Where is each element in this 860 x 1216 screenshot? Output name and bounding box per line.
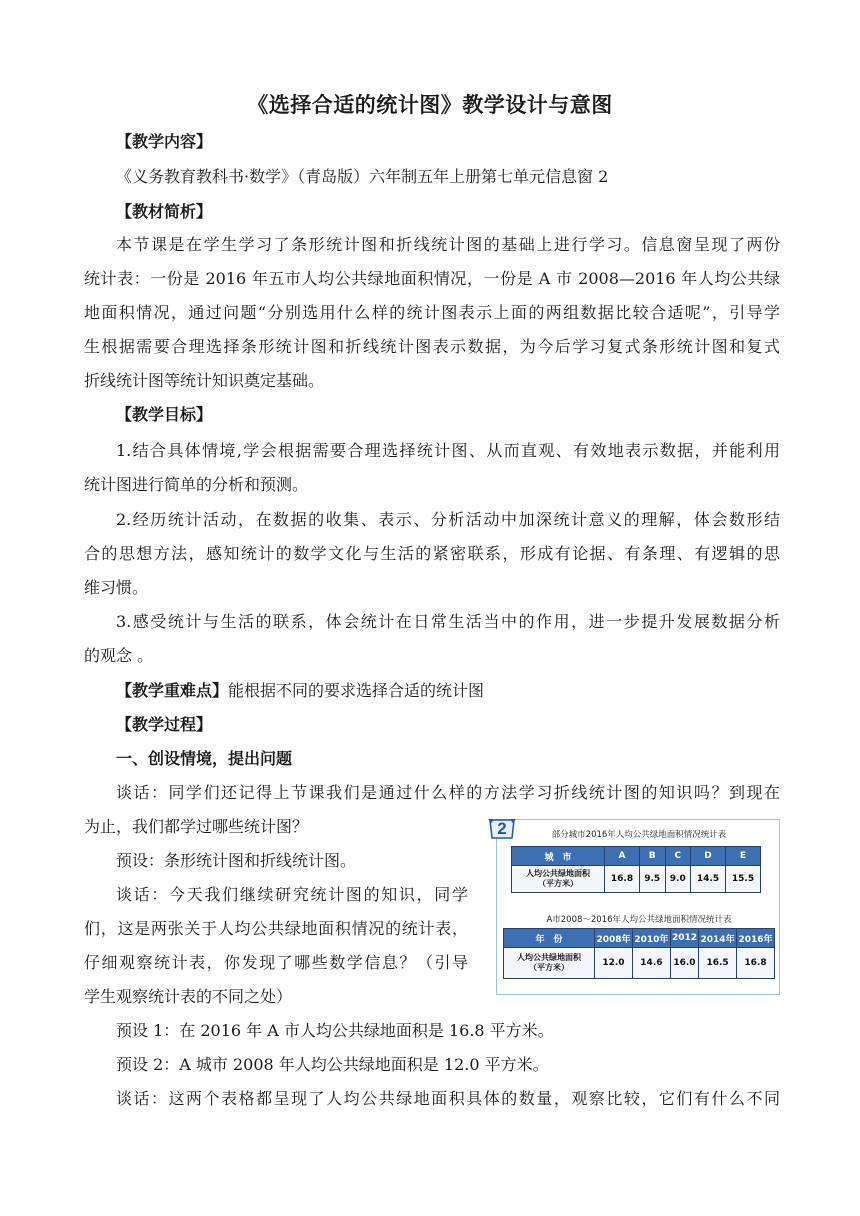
preset-line: 预设 2：A 城市 2008 年人均公共绿地面积是 12.0 平方米。 <box>116 1055 549 1074</box>
table1-value-cell: 15.5 <box>726 866 761 893</box>
table2-row-label-line: （平方米） <box>529 963 569 972</box>
talk-line: 仔细观察统计表，你发现了哪些数学信息？（引导 <box>84 953 468 972</box>
section-heading-intro: 【教材简析】 <box>116 202 213 221</box>
talk-line: 们，这是两张关于人均公共绿地面积情况的统计表， <box>84 919 468 938</box>
table1-header-cell: C <box>665 847 691 866</box>
table-city-area <box>511 846 761 893</box>
table2-value-cell: 16.0 <box>670 948 698 979</box>
table1-header-cell: E <box>726 847 761 866</box>
badge-number: 2 <box>497 819 507 838</box>
table1-caption: 部分城市2016年人均公共绿地面积情况统计表 <box>551 830 727 840</box>
section-heading-goals: 【教学目标】 <box>116 405 213 424</box>
table2-caption: A市2008～2016年人均公共绿地面积情况统计表 <box>546 915 732 925</box>
table2-value-cell: 14.6 <box>632 948 670 979</box>
section-heading-content: 【教学内容】 <box>116 132 213 151</box>
table1-row-label-line: （平方米） <box>538 879 578 888</box>
intro-line: 生根据需要合理选择条形统计图和折线统计图表示数据，为今后学习复式条形统计图和复式 <box>84 337 780 356</box>
table-year-area <box>503 928 775 979</box>
talk-line: 谈话：今天我们继续研究统计图的知识，同学 <box>116 885 468 904</box>
goal-line: 的观念 。 <box>84 646 154 665</box>
section-heading-key: 【教学重难点】 <box>116 681 229 700</box>
intro-line: 折线统计图等统计知识奠定基础。 <box>84 371 325 390</box>
preset-line: 预设 1：在 2016 年 A 市人均公共绿地面积是 16.8 平方米。 <box>116 1021 554 1040</box>
talk-line: 学生观察统计表的不同之处） <box>84 987 293 1006</box>
key-points <box>116 680 484 702</box>
table2-value-cell: 16.5 <box>699 948 737 979</box>
table2-header-cell: 2008年 <box>595 929 633 948</box>
table2-value-cell: 16.8 <box>737 948 775 979</box>
step-heading: 一、创设情境，提出问题 <box>116 749 293 768</box>
table2-row-label-line: 人均公共绿地面积 <box>517 953 581 962</box>
goal-line: 维习惯。 <box>84 578 149 597</box>
table2-header-cell: 2010年 <box>632 929 670 948</box>
goal-line: 合的思想方法，感知统计的数学文化与生活的紧密联系，形成有论据、有条理、有逻辑的思 <box>84 544 780 563</box>
table1-row-label <box>512 866 605 893</box>
preset-line: 预设：条形统计图和折线统计图。 <box>116 851 357 870</box>
talk-line: 谈话：这两个表格都呈现了人均公共绿地面积具体的数量，观察比较，它们有什么不同 <box>116 1089 780 1108</box>
goal-line: 1.结合具体情境,学会根据需要合理选择统计图、从而直观、有效地表示数据，并能利用 <box>116 441 780 460</box>
table1-header-label: 城 市 <box>512 847 605 866</box>
intro-line: 统计表：一份是 2016 年五市人均公共绿地面积情况，一份是 A 市 2008—2016 年人均公共绿 <box>84 269 780 288</box>
intro-line: 本节课是在学生学习了条形统计图和折线统计图的基础上进行学习。信息窗呈现了两份 <box>116 235 780 254</box>
section-heading-process: 【教学过程】 <box>116 715 213 734</box>
table1-value-cell: 9.0 <box>665 866 691 893</box>
table1-header-cell: D <box>691 847 726 866</box>
document-title: 《选择合适的统计图》教学设计与意图 <box>247 93 613 117</box>
content-text: 《义务教育教科书·数学》（青岛版）六年制五年上册第七单元信息窗 2 <box>116 167 609 186</box>
table2-value-cell: 12.0 <box>595 948 633 979</box>
table1-value-cell: 16.8 <box>605 866 640 893</box>
goal-line: 3.感受统计与生活的联系，体会统计在日常生活当中的作用，进一步提升发展数据分析 <box>116 612 780 631</box>
table1-value-cell: 9.5 <box>639 866 665 893</box>
table2-header-cell: 2014年 <box>699 929 737 948</box>
table1-header-cell: A <box>605 847 640 866</box>
table1-row-label-line: 人均公共绿地面积 <box>526 869 590 878</box>
table2-header-label: 年 份 <box>504 929 595 948</box>
talk-line: 谈话：同学们还记得上节课我们是通过什么样的方法学习折线统计图的知识吗？到现在 <box>116 783 780 802</box>
table1-value-cell: 14.5 <box>691 866 726 893</box>
table2-header-cell: 2012 <box>670 929 698 948</box>
statistics-tables-figure <box>496 819 780 995</box>
table2-header-cell: 2016年 <box>737 929 775 948</box>
table2-row-label <box>504 948 595 979</box>
table1-header-cell: B <box>639 847 665 866</box>
intro-line: 地面积情况，通过问题“分别选用什么样的统计图表示上面的两组数据比较合适呢”，引导学 <box>84 303 780 322</box>
goal-line: 2.经历统计活动，在数据的收集、表示、分析活动中加深统计意义的理解，体会数形结 <box>116 510 780 529</box>
goal-line: 统计图进行简单的分析和预测。 <box>84 475 309 494</box>
talk-line: 为止，我们都学过哪些统计图？ <box>84 817 309 836</box>
key-points-text: 能根据不同的要求选择合适的统计图 <box>228 681 485 700</box>
